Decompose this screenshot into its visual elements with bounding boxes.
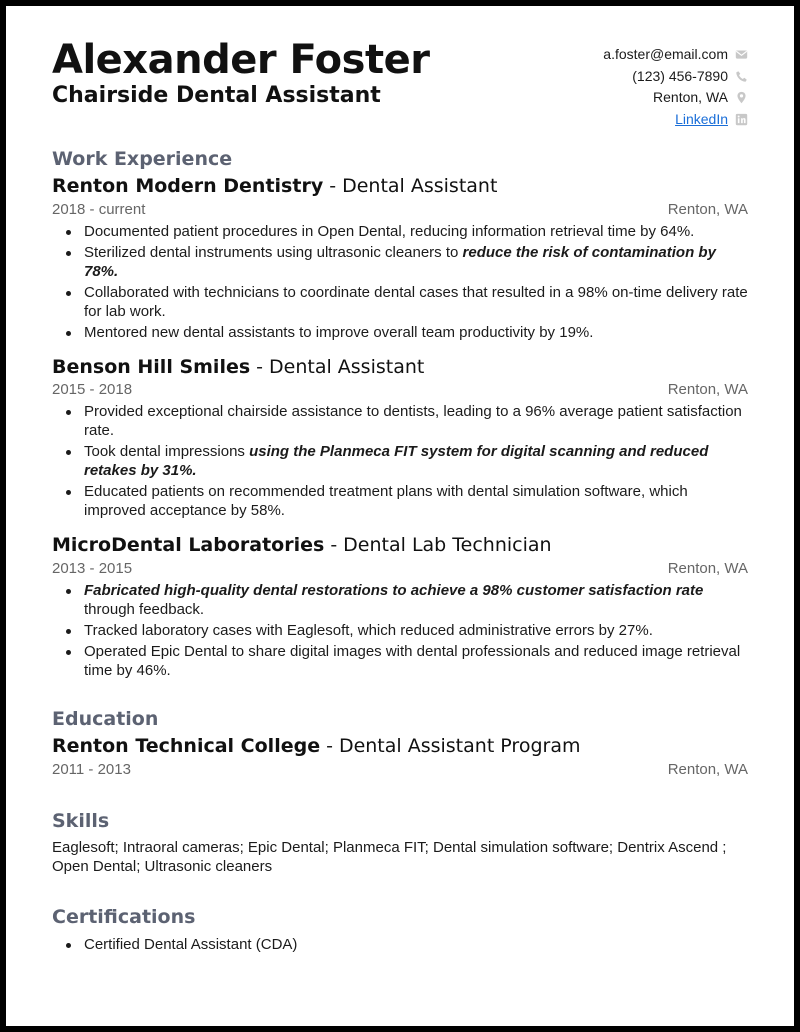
entry-dates: 2018 - current [52,200,146,218]
section-heading-skills: Skills [52,809,110,832]
heading-separator: - [329,174,337,197]
employer-name: MicroDental Laboratories [52,534,325,557]
entry-location: Renton, WA [667,381,748,399]
employer-name: Renton Modern Dentistry [52,174,324,197]
location-text: Renton, WA [653,89,728,105]
email-text: a.foster@email.com [603,46,728,62]
skills-text: Eaglesoft; Intraoral cameras; Epic Dental; Planmeca FIT; Dental simulation software; Dentrix Ascend ; Open Dental; Ultrasonic cleaners [52,839,727,876]
bullet-text: Provided exceptional chairside assistance to dentists, leading to a 96% average patient satisfaction rate. [84,403,742,440]
resume-page [6,6,794,1026]
entry-meta [52,380,748,400]
contact-location [603,87,748,109]
entry-dates: 2013 - 2015 [52,560,133,578]
resume-content [52,36,748,956]
envelope-icon [735,48,748,61]
contact-email [603,44,748,66]
job-title: Dental Assistant [342,174,498,197]
bullet-text: Operated Epic Dental to share digital images with dental professionals and reduced image retrieval time by 46%. [84,643,741,680]
heading-separator: - [256,355,264,378]
linkedin-link[interactable]: LinkedIn [675,110,728,127]
bullet-item [64,283,748,321]
entry-location: Renton, WA [667,200,748,218]
entry-heading [52,175,748,199]
entry-meta [52,559,748,579]
bullet-emphasis: Fabricated high-quality dental restorations to achieve a 98% customer satisfaction rate [84,582,704,600]
bullet-text: Educated patients on recommended treatment plans with dental simulation software, which improved acceptance by 58%. [84,483,688,520]
certifications-section [52,906,748,954]
resume-header [52,36,748,148]
entry-heading [52,735,748,759]
bullet-text: through feedback. [84,601,205,619]
employer-name: Benson Hill Smiles [52,355,251,378]
phone-text: (123) 456-7890 [632,67,728,84]
bullet-item [64,243,748,281]
section-heading-education: Education [52,708,159,731]
candidate-name: Alexander Foster [52,37,430,83]
candidate-title: Chairside Dental Assistant [52,83,381,108]
contact-block [603,44,748,130]
bullet-list [64,935,748,954]
bullet-list [64,222,748,342]
work-experience-section [52,148,748,680]
skills-section [52,810,748,877]
bullet-item [64,222,748,241]
bullet-emphasis: using the Planmeca FIT system for digital scanning and reduced retakes by 31%. [84,443,709,480]
bullet-item [64,482,748,520]
contact-phone [603,66,748,88]
heading-separator: - [326,734,333,757]
entry-location: Renton, WA [667,760,748,778]
heading-separator: - [330,534,338,557]
job-title: Dental Assistant [269,355,425,378]
entry-dates: 2015 - 2018 [52,381,133,399]
contact-linkedin [603,109,748,131]
certification-text: Certified Dental Assistant (CDA) [84,936,298,954]
work-entry [52,534,748,680]
program-name: Dental Assistant Program [338,734,581,757]
bullet-text: Collaborated with technicians to coordinate dental cases that resulted in a 98% on-time delivery rate for lab work. [84,283,748,320]
linkedin-icon [735,113,748,126]
bullet-item [64,442,748,480]
bullet-text: Sterilized dental instruments using ultrasonic cleaners to [84,243,463,261]
bullet-text: Mentored new dental assistants to improve overall team productivity by 19%. [84,323,594,341]
map-pin-icon [735,91,748,104]
bullet-item [64,323,748,342]
entry-meta [52,200,748,220]
section-heading-work: Work Experience [52,148,233,170]
section-heading-certifications: Certifications [52,906,196,929]
bullet-item [64,621,748,640]
entry-heading [52,356,748,380]
education-entry [52,735,748,780]
bullet-text: Documented patient procedures in Open Dental, reducing information retrieval time by 64%. [84,222,695,240]
bullet-list [64,581,748,680]
job-title: Dental Lab Technician [343,534,552,557]
entry-location: Renton, WA [667,560,748,578]
bullet-list [64,402,748,520]
phone-icon [735,70,748,83]
entry-dates: 2011 - 2013 [52,760,131,778]
entry-meta [52,760,748,780]
bullet-item [64,581,748,619]
entry-heading [52,534,748,558]
school-name: Renton Technical College [52,734,321,757]
education-section [52,708,748,780]
work-entry [52,175,748,342]
bullet-item [64,642,748,680]
work-entry [52,356,748,521]
bullet-text: Tracked laboratory cases with Eaglesoft, which reduced administrative errors by 27%. [84,622,653,640]
bullet-text: Took dental impressions [84,443,250,461]
bullet-emphasis: reduce the risk of contamination by 78%. [84,243,716,280]
bullet-item [64,935,748,954]
bullet-item [64,402,748,440]
